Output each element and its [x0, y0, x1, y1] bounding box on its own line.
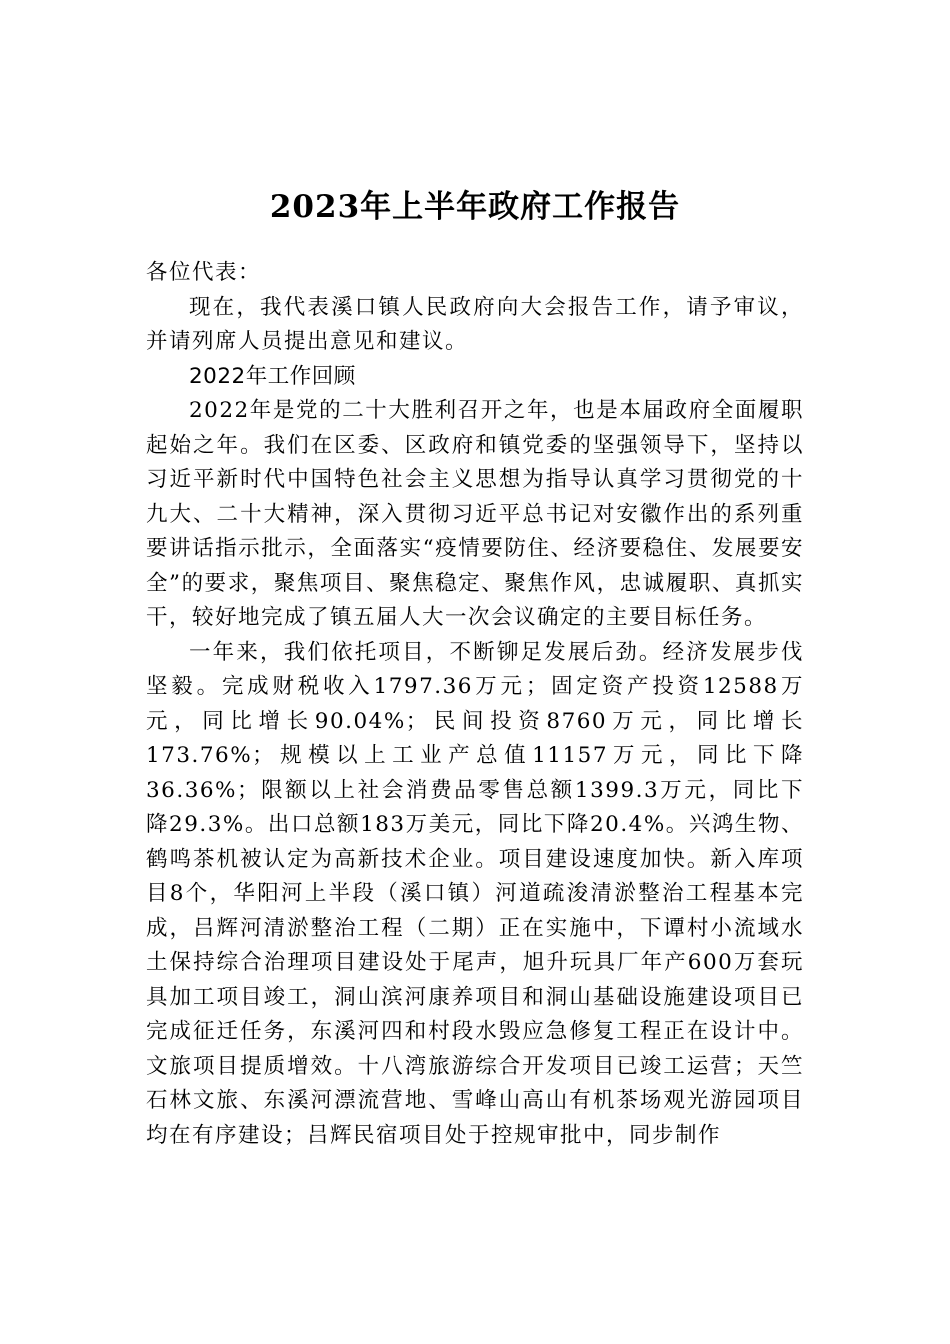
intro-paragraph: 现在，我代表溪口镇人民政府向大会报告工作，请予审议，并请列席人员提出意见和建议。 — [146, 294, 804, 354]
salutation: 各位代表： — [146, 260, 262, 285]
section-heading: 2022年工作回顾 — [189, 363, 356, 389]
document-title: 2023年上半年政府工作报告 — [269, 188, 681, 225]
body-paragraph-2: 一年来，我们依托项目，不断铆足发展后劲。经济发展步伐坚毅。完成财税收入1797.36万元；固定资产投资12588万元，同比增长90.04%；民间投资8760万元，同比增长173.76%；规模以上工业产总值11157万元，同比下降36.36%；限额以上社会消费品零售总额1399.3万元，同比下降29.3%。出口总额183万美元，同比下降20.4%。兴鸿生物、鹤鸣茶机被认定为高新技术企业。项目建设速度加快。新入库项目8个，华阳河上半段（溪口镇）河道疏浚清淤整治工程基本完成，吕辉河清淤整治工程（二期）正在实施中，下谭村小流域水土保持综合治理项目建设处于尾声，旭升玩具厂年产600万套玩具加工项目竣工，洞山滨河康养项目和洞山基础设施建设项目已完成征迁任务，东溪河四和村段水毁应急修复工程正在设计中。文旅项目提质增效。十八湾旅游综合开发项目已竣工运营；天竺石林文旅、东溪河漂流营地、雪峰山高山有机茶场观光游园项目均在有序建设；吕辉民宿项目处于控规审批中，同步制作 — [146, 639, 804, 1148]
body-paragraph-1: 2022年是党的二十大胜利召开之年，也是本届政府全面履职起始之年。我们在区委、区政府和镇党委的坚强领导下，坚持以习近平新时代中国特色社会主义思想为指导认真学习贯彻党的十九大、二十大精神，深入贯彻习近平总书记对安徽作出的系列重要讲话指示批示，全面落实“疫情要防住、经济要稳住、发展要安全”的要求，聚焦项目、聚焦稳定、聚焦作风，忠诚履职、真抓实干，较好地完成了镇五届人大一次会议确定的主要目标任务。 — [146, 398, 804, 630]
document-body — [146, 256, 804, 1153]
